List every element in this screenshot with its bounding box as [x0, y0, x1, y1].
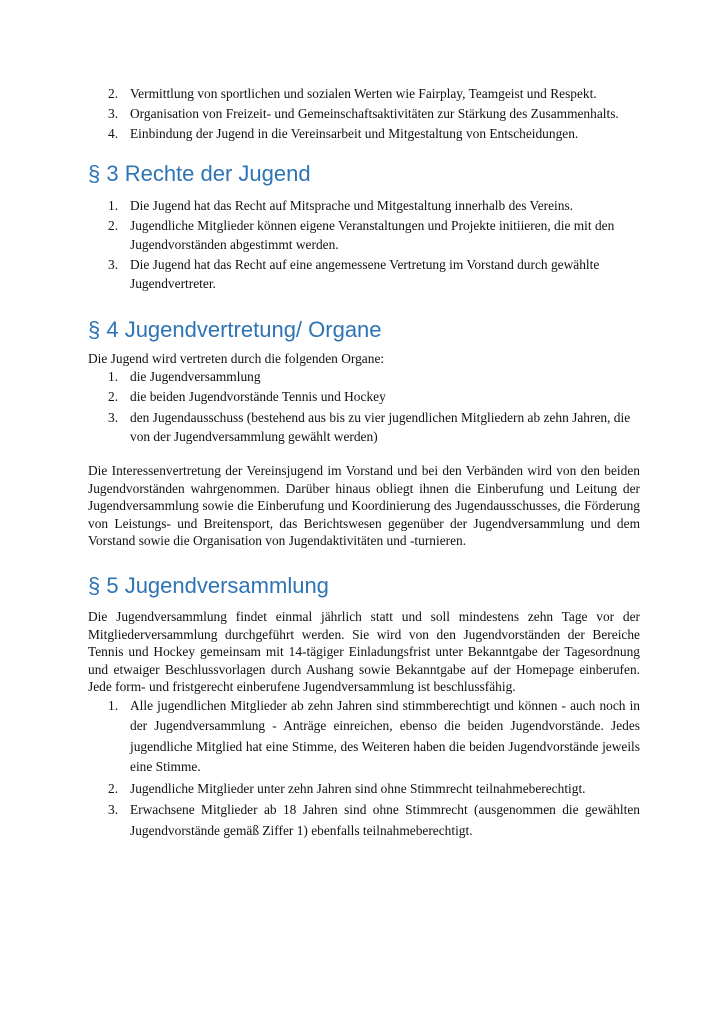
list-item — [88, 779, 640, 800]
list-item-number: 2. — [108, 86, 119, 101]
list-item — [88, 800, 640, 841]
list-item-text: Die Jugend hat das Recht auf Mitsprache und Mitgestaltung innerhalb des Vereins. — [130, 197, 574, 213]
list-item-text: die Jugendversammlung — [130, 369, 261, 385]
list-item-number: 2. — [108, 389, 119, 405]
list-item-number: 1. — [108, 697, 119, 713]
intro-text: Die Jugend wird vertreten durch die folgenden Organe: — [88, 350, 385, 366]
list-item — [88, 408, 640, 446]
list-s4 — [88, 367, 640, 446]
list-top — [88, 84, 640, 144]
body-paragraph: Die Jugendversammlung findet einmal jährlich statt und soll mindestens zehn Tage vor der Mitgliederversammlung durchgeführt werden. Sie wird von den Jugendvorständen der Bereiche Tennis und Hockey gemeinsam mit 14-tägiger Einladungsfrist unter Bekanntgabe der Tagesordnung und etwaiger Beschlussvorlagen durch Aushang sowie Bekanntgabe auf der Homepage einberufen. Jede form- und fristgerecht einberufene Jugendversammlung ist beschlussfähig. — [88, 609, 640, 695]
list-item-text: Einbindung der Jugend in die Vereinsarbeit und Mitgestaltung von Entscheidungen. — [130, 126, 579, 142]
list-item-number: 2. — [108, 217, 119, 233]
list-item-text: Alle jugendlichen Mitglieder ab zehn Jahren sind stimmberechtigt und können - auch noch in der Jugendversammlung - Anträge einreichen, ebenso die beiden Jugendvorstände. Jedes jugendliche Mitglied hat eine Stimme, des Weiteren haben die beiden Jugendvorstände jeweils eine Stimme. — [130, 697, 640, 775]
list-item-text: den Jugendausschuss (bestehend aus bis zu vier jugendlichen Mitgliedern ab zehn Jahren, die von der Jugendversammlung gewählt werden) — [130, 409, 631, 444]
page-content — [88, 84, 640, 842]
list-item — [88, 84, 640, 103]
section-heading-s4: § 4 Jugendvertretung/ Organe — [88, 316, 382, 342]
list-item-text: Organisation von Freizeit- und Gemeinschaftsaktivitäten zur Stärkung des Zusammenhalts. — [130, 106, 619, 122]
list-item — [88, 367, 640, 386]
list-s3 — [88, 196, 640, 294]
list-item-number: 4. — [108, 126, 119, 142]
list-item-text: Die Jugend hat das Recht auf eine angemessene Vertretung im Vorstand durch gewählte Jugendvertreter. — [130, 257, 600, 292]
list-item-number: 3. — [108, 257, 119, 273]
section-heading-s5: § 5 Jugendversammlung — [88, 573, 329, 598]
list-item — [88, 196, 640, 215]
list-item — [88, 387, 640, 406]
list-item-number: 3. — [108, 106, 119, 122]
list-item — [88, 696, 640, 778]
list-item — [88, 124, 640, 143]
list-item-text: Jugendliche Mitglieder unter zehn Jahren sind ohne Stimmrecht teilnahmeberechtigt. — [130, 780, 586, 796]
list-item-text: Vermittlung von sportlichen und sozialen Werten wie Fairplay, Teamgeist und Respekt. — [130, 86, 597, 101]
list-item-number: 1. — [108, 369, 119, 385]
list-item — [88, 216, 640, 254]
list-item-text: die beiden Jugendvorstände Tennis und Hockey — [130, 389, 386, 405]
section-heading-s3: § 3 Rechte der Jugend — [88, 160, 311, 186]
list-item — [88, 255, 640, 293]
list-item-number: 3. — [108, 409, 119, 425]
list-item-number: 3. — [108, 802, 119, 818]
list-item-text: Jugendliche Mitglieder können eigene Veranstaltungen und Projekte initiieren, die mit den Jugendvorständen abgestimmt werden. — [130, 217, 615, 253]
body-paragraph: Die Interessenvertretung der Vereinsjugend im Vorstand und bei den Verbänden wird von den beiden Jugendvorständen wahrgenommen. Darüber hinaus obliegt ihnen die Einberufung und Leitung der Jugendversammlung sowie die Einberufung und Koordinierung des Jugendausschusses, die Förderung von Leistungs- und Breitensport, das Berichtswesen gegenüber der Jugendversammlung und dem Vorstand sowie die Organisation von Jugendaktivitäten und -turnieren. — [88, 463, 640, 549]
list-item-number: 2. — [108, 780, 119, 796]
list-s5 — [88, 696, 640, 842]
list-item — [88, 104, 640, 123]
list-item-text: Erwachsene Mitglieder ab 18 Jahren sind ohne Stimmrecht (ausgenommen die gewählten Jugendvorstände gemäß Ziffer 1) ebenfalls teilnahmeberechtigt. — [130, 802, 640, 838]
list-item-number: 1. — [108, 197, 119, 213]
